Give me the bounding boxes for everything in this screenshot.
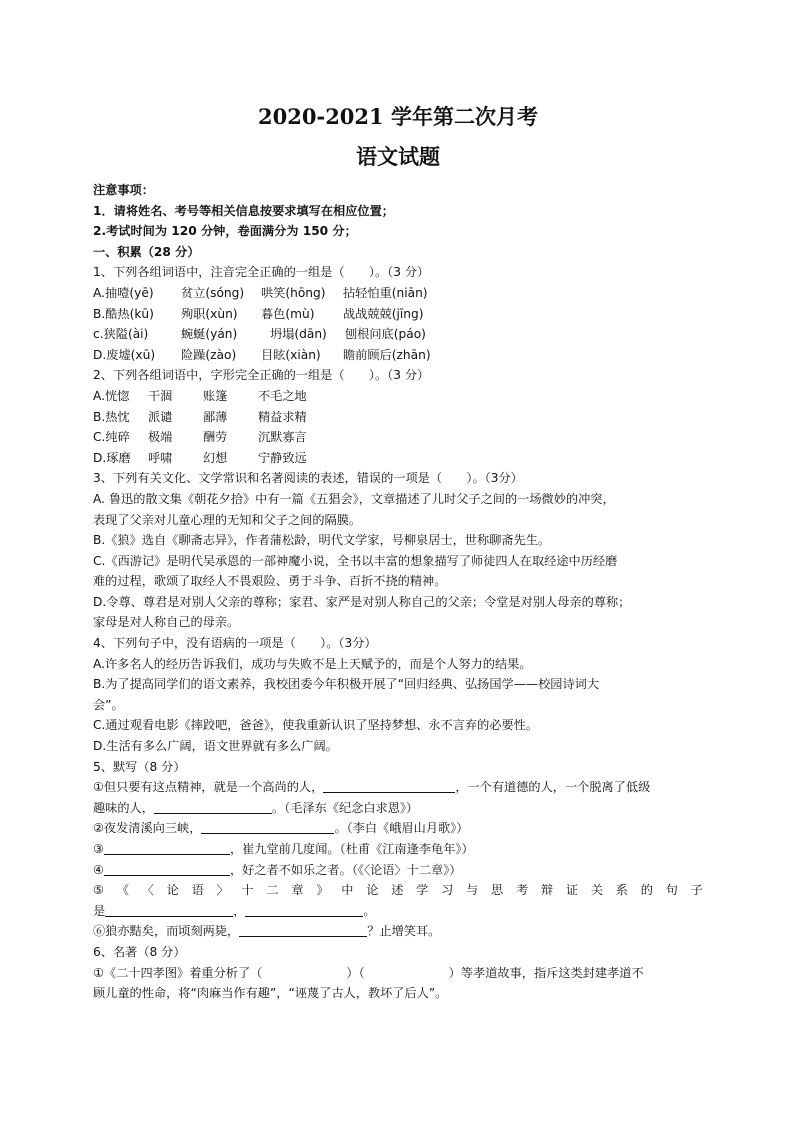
dictation-char: 思 [491, 883, 504, 898]
answer-option [93, 407, 703, 428]
dictation-item [93, 798, 703, 819]
answer-option: C.《西游记》是明代吴承恩的一部神魔小说，全书以丰富的想象描写了师徒四人在取经途中历经磨 [93, 553, 618, 568]
option-item: 险躁(zào) [181, 347, 237, 362]
option-item: 派谴 [148, 409, 173, 424]
dictation-text: ，一个有道德的人，一个脱离了低级 [455, 780, 651, 795]
exam-page [93, 102, 703, 1004]
answer-option [93, 283, 703, 304]
answer-option: D.生活有多么广阔，语文世界就有多么广阔。 [93, 739, 338, 754]
option-item: 坍塌(dān) [270, 327, 327, 342]
dictation-char: 证 [565, 883, 579, 898]
option-item: 沉默寡言 [258, 430, 307, 445]
answer-option [93, 427, 703, 448]
dictation-char: 章 [291, 883, 304, 898]
dictation-item [93, 818, 703, 839]
question-stem: 4、下列句子中，没有语病的一项是（ ）。（3分） [93, 636, 377, 651]
dictation-item [93, 921, 703, 942]
answer-option [93, 448, 703, 469]
dictation-char: 〈 [141, 883, 154, 898]
option-item: c.狭隘(ài) [93, 327, 149, 342]
answer-option-cont: 表现了父亲对儿童心理的无知和父子之间的隔膜。 [93, 512, 362, 527]
book-item [93, 963, 703, 984]
question-stem: 2、下列各组词语中，字形完全正确的一组是（ ）。（3 分） [93, 368, 430, 383]
dictation-item [93, 777, 703, 798]
answer-option-cont: 家母是对人称自己的母亲。 [93, 615, 240, 630]
answer-blank[interactable] [245, 902, 363, 917]
notice-heading: 注意事项： [93, 183, 154, 197]
dictation-text: ②夜发清溪向三峡， [93, 821, 202, 836]
option-item: B.酷热(kū) [93, 306, 154, 321]
option-item: C.纯碎 [93, 430, 130, 445]
dictation-char: 辩 [540, 883, 554, 898]
dictation-item-justified [93, 880, 703, 901]
book-text: ①《二十四孝图》着重分析了（ [93, 965, 263, 980]
option-item: 宁静致远 [258, 450, 307, 465]
option-item: 干涸 [148, 388, 173, 403]
dictation-char: 的 [640, 883, 653, 898]
option-item: 战战兢兢(jīng) [343, 306, 424, 321]
dictation-char: ⑤ [93, 883, 104, 898]
answer-blank[interactable] [104, 840, 230, 855]
section-heading: 一、积累（28 分） [93, 244, 200, 259]
answer-option: C.通过观看电影《摔跤吧，爸爸》，使我重新认识了坚持梦想、永不言弃的必要性。 [93, 718, 539, 733]
option-item: A.抽噎(yē) [93, 285, 154, 300]
answer-option-cont: 会”。 [93, 697, 124, 712]
answer-blank[interactable] [239, 922, 367, 937]
book-item-cont: 顾儿童的性命，将“肉麻当作有趣”，“诬蔑了古人，教坏了后人”。 [93, 986, 448, 1001]
book-text: ）等孝道故事，指斥这类封建孝道不 [448, 965, 644, 980]
dictation-char: 考 [515, 883, 529, 898]
answer-option: D.令尊、尊君是对别人父亲的尊称；家君、家严是对别人称自己的父亲；令堂是对别人母亲的尊称； [93, 594, 631, 609]
option-item: 幻想 [203, 450, 228, 465]
dictation-text: 。 [363, 903, 376, 918]
answer-blank[interactable] [201, 819, 334, 834]
dictation-text: ？止增笑耳。 [367, 924, 441, 939]
option-item: D.琢磨 [93, 450, 131, 465]
dictation-char: 〉 [216, 883, 229, 898]
exam-subtitle: 语文试题 [356, 144, 440, 169]
option-item: 精益求精 [258, 409, 307, 424]
dictation-char: 句 [665, 883, 678, 898]
option-item: 贫立(sóng) [181, 285, 245, 300]
question-stem: 1、下列各组词语中，注音完全正确的一组是（ ）。（3 分） [93, 265, 430, 280]
option-item: 刨根问底(páo) [345, 327, 426, 342]
answer-option: B.《狼》选自《聊斋志异》，作者蒲松龄，明代文学家，号柳泉居士，世称聊斋先生。 [93, 533, 551, 548]
dictation-char: 》 [316, 883, 329, 898]
option-item: 不毛之地 [258, 388, 307, 403]
dictation-char: 十 [241, 883, 254, 898]
dictation-char: 二 [266, 883, 279, 898]
answer-blank[interactable] [323, 778, 455, 793]
option-item: 极端 [148, 430, 173, 445]
dictation-text: 趣味的人， [93, 800, 154, 815]
answer-option: A. 鲁迅的散文集《朝花夕拾》中有一篇《五猖会》，文章描述了儿时父子之间的一场微妙的冲突， [93, 491, 615, 506]
book-text: ）（ [346, 965, 365, 980]
dictation-text: ，好之者不如乐之者。（《〈论语〉十二章》） [229, 862, 462, 877]
option-item: 哄笑(hōng) [261, 285, 326, 300]
option-item: 账篷 [203, 388, 228, 403]
dictation-char: 《 [116, 883, 129, 898]
option-item: 鄙薄 [203, 409, 228, 424]
answer-option [93, 386, 703, 407]
question-stem: 6、名著（8 分） [93, 944, 186, 959]
option-item: B.热忱 [93, 409, 130, 424]
dictation-char: 中 [341, 883, 354, 898]
dictation-char: 子 [690, 883, 703, 898]
dictation-char: 与 [466, 883, 479, 898]
dictation-item [93, 901, 703, 922]
dictation-char: 论 [166, 883, 179, 898]
dictation-text: ，崔九堂前几度闻。（杜甫《江南逢李龟年》） [229, 842, 474, 856]
answer-option [93, 345, 703, 366]
dictation-char: 习 [441, 883, 454, 898]
answer-option [93, 324, 703, 345]
dictation-char: 论 [366, 883, 379, 898]
answer-option [93, 304, 703, 325]
dictation-char: 语 [191, 883, 204, 898]
dictation-text: ④ [93, 862, 104, 877]
option-item: A.恍惚 [93, 388, 130, 403]
dictation-char: 系 [615, 883, 628, 898]
dictation-char: 关 [590, 883, 603, 898]
option-item: 目眩(xiàn) [261, 347, 321, 362]
option-item: 呼啸 [148, 450, 173, 465]
answer-blank[interactable] [105, 902, 233, 917]
dictation-text: ③ [93, 842, 104, 856]
dictation-char: 述 [391, 883, 404, 898]
dictation-text: 是 [93, 903, 106, 918]
dictation-text: ⑥狼亦黠矣，而顷刻两毙， [93, 924, 240, 939]
option-item: 暮色(mù) [261, 306, 315, 321]
dictation-text: 。（李白《峨眉山月歌》） [334, 821, 469, 836]
dictation-text: 。（毛泽东《纪念白求恩》） [271, 800, 419, 815]
question-stem: 5、默写（8 分） [93, 759, 186, 774]
option-item: 酬劳 [203, 430, 228, 445]
answer-blank[interactable] [154, 799, 272, 814]
option-item: 拈轻怕重(niān) [343, 285, 428, 300]
dictation-text: ①但只要有这点精神，就是一个高尚的人， [93, 780, 324, 795]
option-item: 殉职(xùn) [181, 306, 238, 321]
dictation-item [93, 860, 703, 881]
dictation-text: ， [233, 903, 246, 918]
notice-item: 1．请将姓名、考号等相关信息按要求填写在相应位置； [93, 203, 394, 218]
dictation-item [93, 839, 703, 860]
question-stem: 3、下列有关文化、文学常识和名著阅读的表述，错误的一项是（ ）。（3分） [93, 471, 523, 486]
option-item: D.废墟(xū) [93, 347, 156, 362]
answer-blank[interactable] [104, 861, 230, 876]
answer-option: A.许多名人的经历告诉我们，成功与失败不是上天赋予的，而是个人努力的结果。 [93, 656, 532, 671]
option-item: 蜿蜒(yán) [181, 327, 238, 342]
answer-option: B.为了提高同学们的语文素养，我校团委今年积极开展了“回归经典、弘扬国学——校园诗词大 [93, 677, 600, 692]
option-item: 瞻前顾后(zhān) [343, 347, 431, 362]
exam-title: 2020-2021 学年第二次月考 [258, 104, 538, 129]
notice-item: 2.考试时间为 120 分钟，卷面满分为 150 分； [93, 224, 357, 239]
dictation-char: 学 [416, 883, 429, 898]
answer-option-cont: 难的过程，歌颂了取经人不畏艰险、勇于斗争、百折不挠的精神。 [93, 574, 447, 589]
